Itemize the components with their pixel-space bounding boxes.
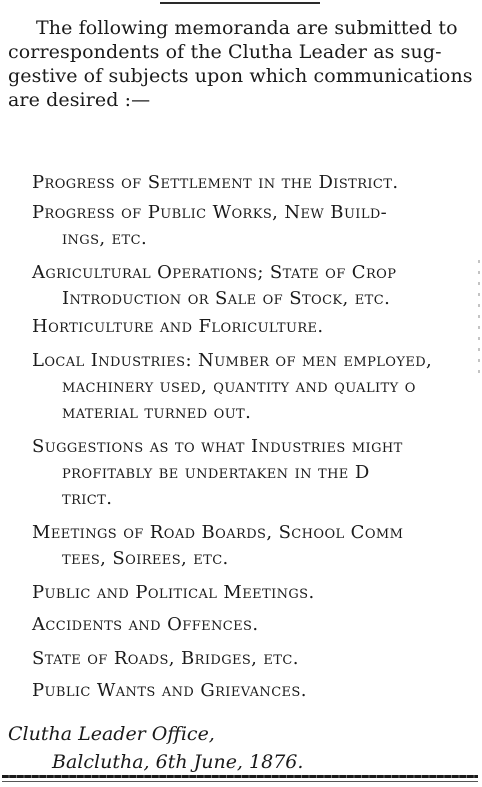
intro-line: correspondents of the Clutha Leader as sug-	[8, 41, 442, 63]
intro-line: The following memoranda are submitted to	[36, 17, 458, 39]
intro-line: are desired :—	[8, 89, 151, 111]
item-line: Horticulture and Floriculture.	[32, 316, 324, 337]
intro-line: gestive of subjects upon which communications	[8, 65, 473, 87]
memoranda-item-horticulture	[32, 314, 472, 340]
item-line: profitably be undertaken in the D	[62, 462, 370, 483]
memoranda-item-roads	[32, 646, 472, 672]
memoranda-item-local-industries	[32, 348, 472, 426]
item-line: trict.	[62, 488, 113, 509]
item-line: Progress of Public Works, New Build-	[32, 202, 388, 223]
item-line: Progress of Settlement in the District.	[32, 172, 399, 193]
item-line: Meetings of Road Boards, School Comm	[32, 522, 404, 543]
item-line: ings, etc.	[62, 228, 148, 249]
item-line: Introduction or Sale of Stock, etc.	[62, 288, 391, 309]
memoranda-item-settlement	[32, 170, 472, 196]
item-line: State of Roads, Bridges, etc.	[32, 648, 299, 669]
memoranda-item-public-works	[32, 200, 472, 252]
item-line: Agricultural Operations; State of Crop	[32, 262, 397, 283]
item-line: Local Industries: Number of men employed,	[32, 350, 433, 371]
item-line: machinery used, quantity and quality o	[62, 376, 416, 397]
item-line: material turned out.	[62, 402, 252, 423]
memoranda-item-public-meetings	[32, 580, 472, 606]
bottom-divider-thin	[2, 781, 478, 782]
memoranda-item-public-wants	[32, 678, 472, 704]
edge-print-noise	[478, 260, 480, 380]
memoranda-item-meetings	[32, 520, 472, 572]
intro-paragraph	[8, 16, 473, 112]
bottom-divider-rule	[2, 775, 478, 778]
item-line: Suggestions as to what Industries might	[32, 436, 403, 457]
item-line: Public and Political Meetings.	[32, 582, 315, 603]
memoranda-item-accidents	[32, 612, 472, 638]
signature-block	[8, 720, 303, 776]
top-divider-rule	[160, 2, 320, 4]
signature-place-date: Balclutha, 6th June, 1876.	[52, 751, 304, 773]
memoranda-item-suggestions	[32, 434, 472, 512]
memoranda-item-agricultural	[32, 260, 472, 312]
item-line: Accidents and Offences.	[32, 614, 259, 635]
signature-office: Clutha Leader Office,	[8, 723, 215, 745]
item-line: Public Wants and Grievances.	[32, 680, 307, 701]
item-line: tees, Soirees, etc.	[62, 548, 229, 569]
